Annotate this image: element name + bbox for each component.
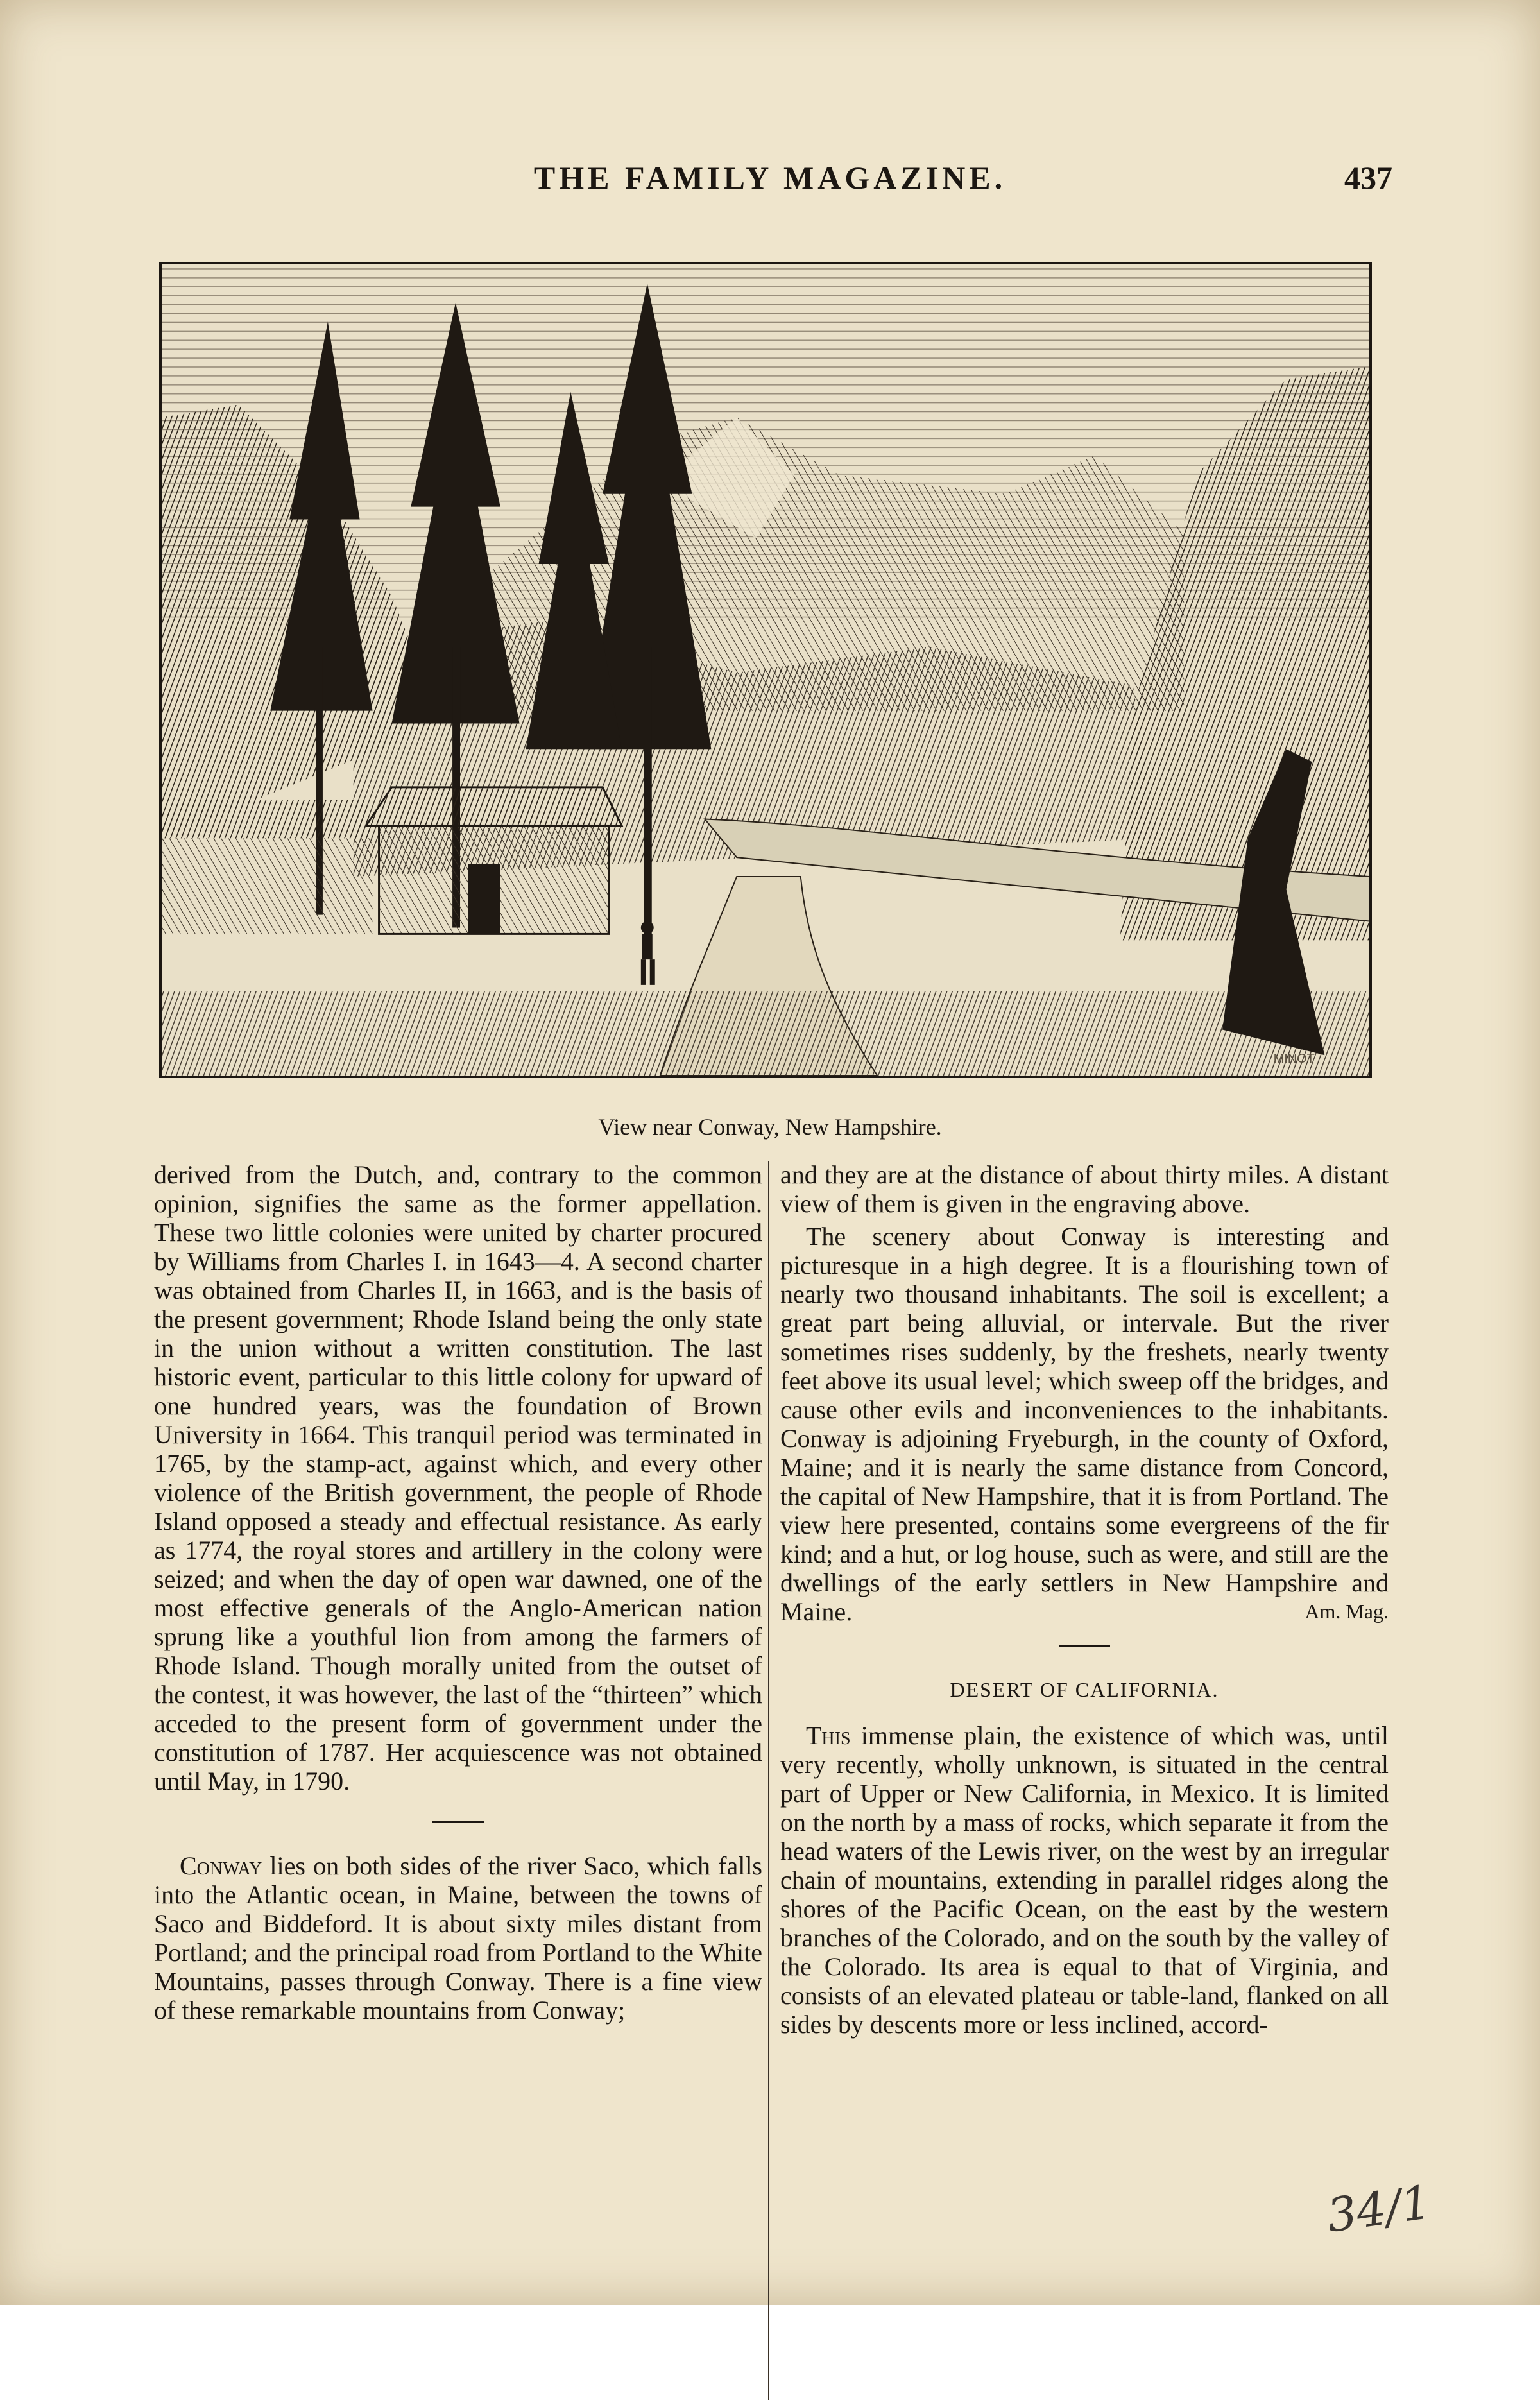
handwritten-note: 34/1 (1324, 2175, 1435, 2243)
desert-lead-word: This (806, 1721, 851, 1750)
paragraph-distance: and they are at the distance of about thirty miles. A distant view of them is given in the engraving above. (780, 1160, 1389, 1218)
log-cabin (162, 787, 622, 934)
landscape-engraving (162, 264, 1369, 1076)
scenery-text: The scenery about Conway is interesting and picturesque in a high degree. It is a flourishing town of nearly two thousand inhabitants. The soil is excellent; a great part being alluvial, or intervale. But the river sometimes rises suddenly, by the freshets, nearly twenty feet above its usual level; which sweep off the bridges, and cause other evils and inconveniences to the inhabitants. Conway is adjoining Fryeburgh, in the county of Oxford, Maine; and it is nearly the same distance from Concord, the capital of New Hampshire, that it is from Portland. The view here presented, contains some evergreens of the fir kind; and a hut, or log house, such as were, and still are the dwellings of the early settlers in New Hampshire and Maine. (780, 1222, 1389, 1626)
paragraph-rhode-island: derived from the Dutch, and, contrary to the common opinion, signifies the same as the former appellation. These two little colonies were united by charter procured by Williams from Charles I. in 1643—4. A second charter was obtained from Charles II, in 1663, and is the basis of the present government; Rhode Island being the only state in the union without a written constitution. The last historic event, particular to this little colony for upward of one hundred years, was the foundation of Brown University in 1664. This tranquil period was terminated in 1765, by the stamp-act, against which, and every other violence of the British government, the people of Rhode Island opposed a steady and effectual resistance. As early as 1774, the royal stores and artillery in the colony were seized; and when the day of open war dawned, one of the most effective generals of the Anglo-American nation sprung like a youthful lion from among the farmers of Rhode Island. Though morally united from the outset of the contest, it was however, the last of the “thirteen” which acceded to the present form of government under the constitution of 1787. Her acquiescence was not obtained until May, in 1790. (154, 1160, 762, 1796)
illustration-caption: View near Conway, New Hampshire. (598, 1114, 942, 1140)
section-title-desert: DESERT OF CALIFORNIA. (950, 1678, 1219, 1701)
magazine-title: THE FAMILY MAGAZINE. (533, 160, 1007, 196)
source-attribution: Am. Mag. (1305, 1600, 1389, 1623)
section-separator (432, 1821, 484, 1823)
right-column (780, 1160, 1389, 2043)
desert-text: immense plain, the existence of which was, until very recently, wholly unknown, is situated in the central part of Upper or New California, in Mexico. It is limited on the north by a mass of rocks, which separate it from the head waters of the Lewis river, on the west by an irregular chain of mountains, extending in parallel ridges along the shores of the Pacific Ocean, on the east by the western branches of the Colorado, and on the south by the valley of the Colorado. Its area is equal to that of Virginia, and consists of an elevated plateau or table-land, flanked on all sides by descents more or less inclined, accord- (780, 1721, 1389, 2039)
section-separator-right (1059, 1645, 1110, 1647)
conway-text: lies on both sides of the river Saco, which falls into the Atlantic ocean, in Maine, between the towns of Saco and Biddeford. It is about sixty miles distant from Portland; and the principal road from Portland to the White Mountains, passes through Conway. There is a fine view of these remarkable mountains from Conway; (154, 1851, 762, 2025)
engraver-signature: MINOT (1273, 1052, 1315, 1067)
conway-lead-word: Conway (180, 1851, 262, 1880)
left-column (154, 1160, 762, 2028)
page-number: 437 (1344, 160, 1392, 196)
paragraph-scenery (780, 1222, 1389, 1626)
column-divider (768, 1161, 769, 2400)
engraving-illustration (159, 262, 1372, 1078)
paragraph-desert (780, 1721, 1389, 2039)
paragraph-conway (154, 1851, 762, 2025)
